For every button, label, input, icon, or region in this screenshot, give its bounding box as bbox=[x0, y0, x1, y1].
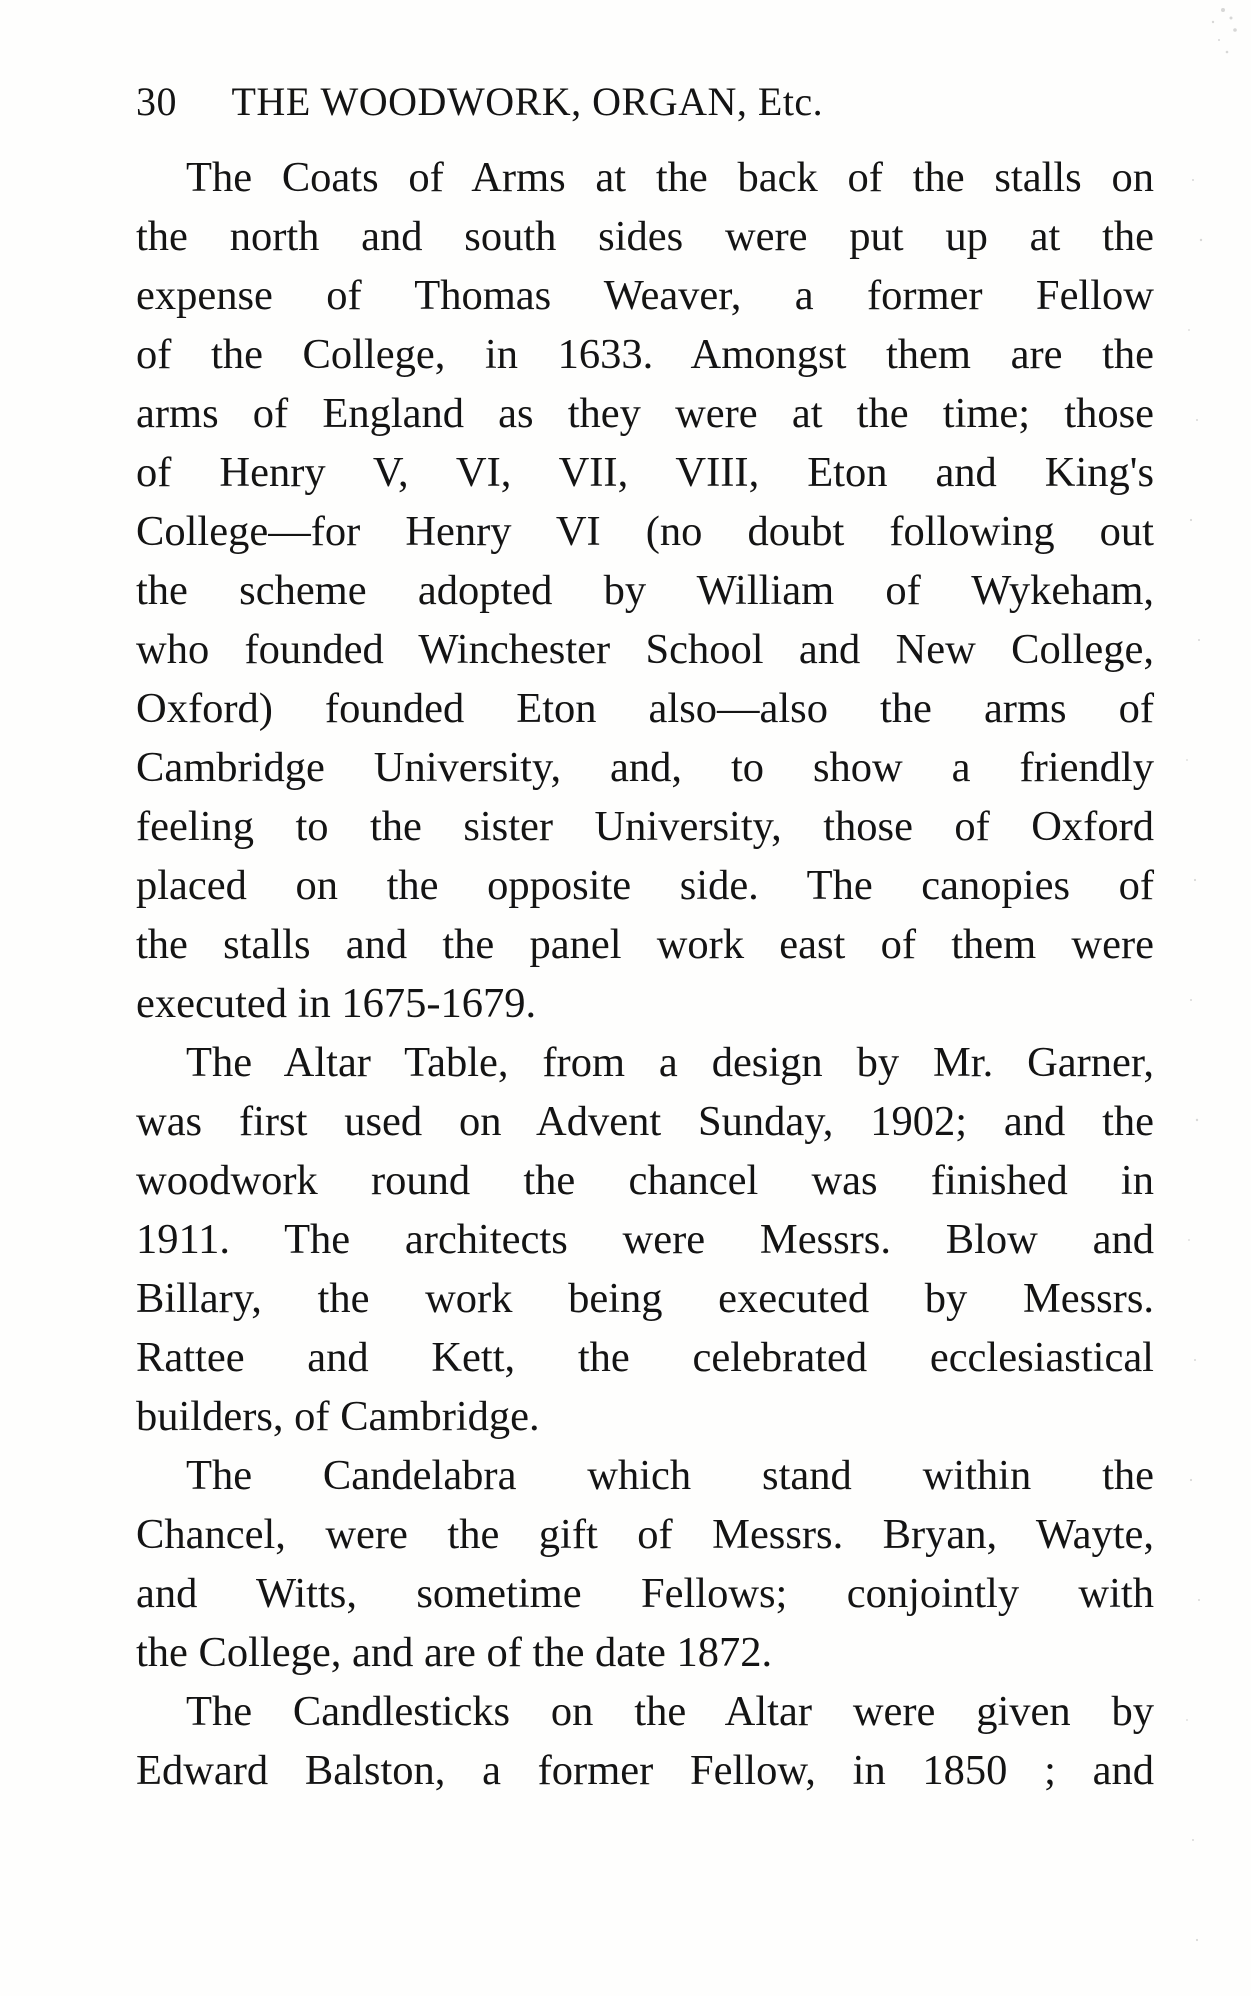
text-line: of the College, in 1633. Amongst them are the bbox=[136, 331, 1154, 378]
paragraph-coats-of-arms bbox=[136, 148, 1154, 1033]
running-head: THE WOODWORK, ORGAN, Etc. bbox=[231, 79, 824, 124]
text-line: feeling to the sister University, those of Oxford bbox=[136, 803, 1154, 850]
text-line: arms of England as they were at the time; those bbox=[136, 390, 1154, 437]
text-line: Cambridge University, and, to show a friendly bbox=[136, 744, 1154, 791]
text-line: Chancel, were the gift of Messrs. Bryan, Wayte, bbox=[136, 1511, 1154, 1558]
text-line: the scheme adopted by William of Wykeham, bbox=[136, 567, 1154, 614]
body-text bbox=[136, 148, 1154, 1800]
text-line: who founded Winchester School and New College, bbox=[136, 626, 1154, 673]
text-line: and Witts, sometime Fellows; conjointly with bbox=[136, 1570, 1154, 1617]
text-line: was first used on Advent Sunday, 1902; and the bbox=[136, 1098, 1154, 1145]
text-line: Oxford) founded Eton also—also the arms of bbox=[136, 685, 1154, 732]
text-line: College—for Henry VI (no doubt following out bbox=[136, 508, 1154, 555]
text-line: Billary, the work being executed by Messrs. bbox=[136, 1275, 1154, 1322]
text-line: Edward Balston, a former Fellow, in 1850 ; and bbox=[136, 1747, 1154, 1794]
text-line: 1911. The architects were Messrs. Blow and bbox=[136, 1216, 1154, 1263]
text-line: The Altar Table, from a design by Mr. Garner, bbox=[186, 1039, 1154, 1086]
scan-edge-speckle bbox=[1153, 0, 1243, 1996]
text-line: executed in 1675-1679. bbox=[136, 980, 537, 1027]
paragraph-altar-table bbox=[136, 1033, 1154, 1446]
text-line: placed on the opposite side. The canopies of bbox=[136, 862, 1154, 909]
paragraph-candelabra bbox=[136, 1446, 1154, 1682]
text-line: The Coats of Arms at the back of the stalls on bbox=[186, 154, 1154, 201]
page-header bbox=[136, 78, 1146, 138]
text-line: builders, of Cambridge. bbox=[136, 1393, 540, 1440]
paragraph-candlesticks bbox=[136, 1682, 1154, 1800]
text-line: expense of Thomas Weaver, a former Fellow bbox=[136, 272, 1154, 319]
text-line: of Henry V, VI, VII, VIII, Eton and King's bbox=[136, 449, 1154, 496]
text-line: woodwork round the chancel was finished in bbox=[136, 1157, 1154, 1204]
text-line: The Candlesticks on the Altar were given by bbox=[186, 1688, 1154, 1735]
text-line: the stalls and the panel work east of them were bbox=[136, 921, 1154, 968]
text-line: The Candelabra which stand within the bbox=[186, 1452, 1154, 1499]
page-number: 30 bbox=[136, 79, 177, 124]
text-line: Rattee and Kett, the celebrated ecclesiastical bbox=[136, 1334, 1154, 1381]
text-line: the College, and are of the date 1872. bbox=[136, 1629, 773, 1676]
text-line: the north and south sides were put up at the bbox=[136, 213, 1154, 260]
